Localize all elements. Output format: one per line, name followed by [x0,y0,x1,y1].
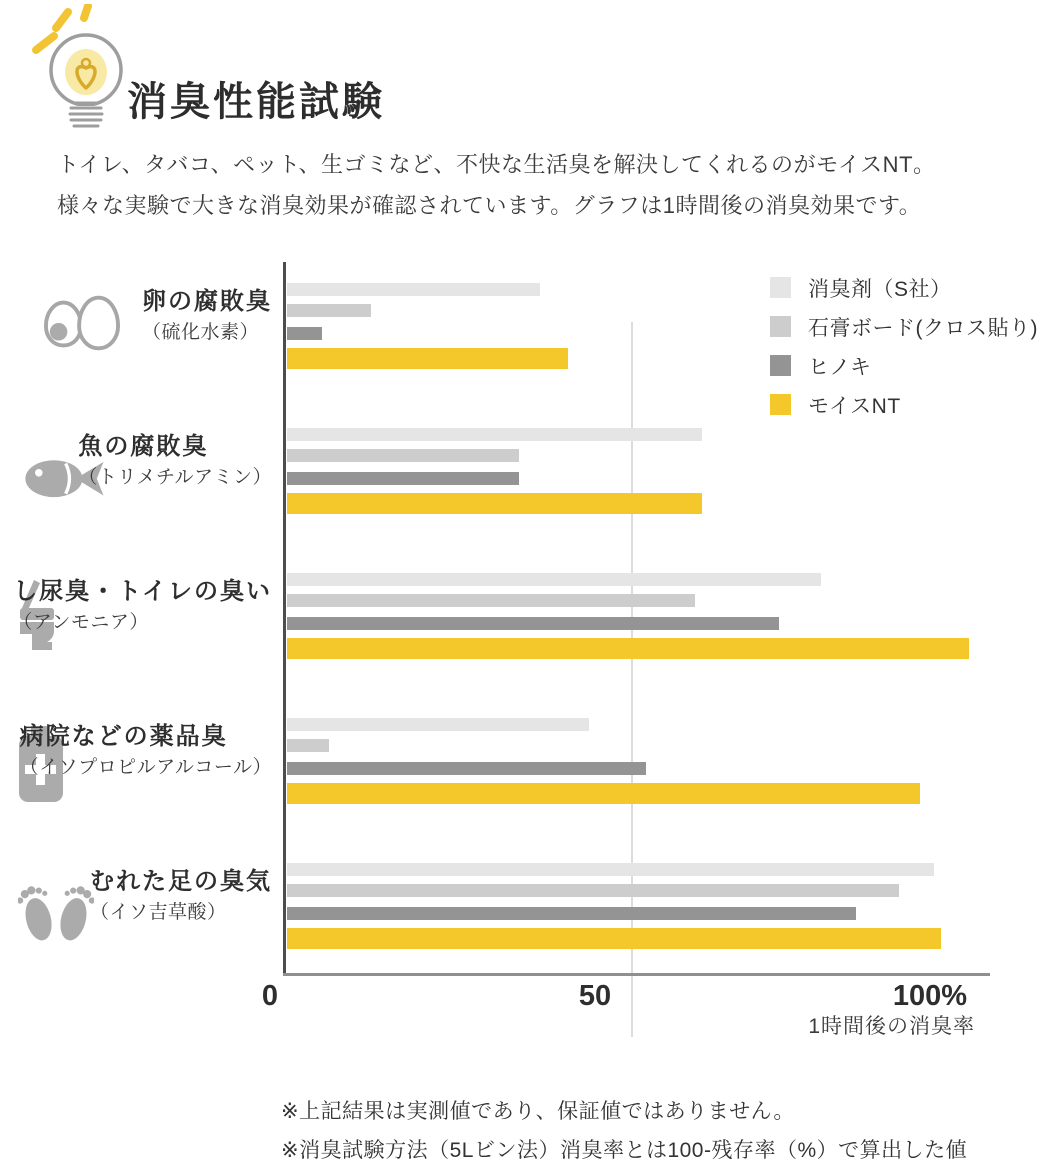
category-label [78,430,272,492]
page-title: 消臭性能試験 [127,80,385,124]
eggs-icon [43,294,121,352]
category-label [13,575,272,637]
bar-series0-cat2 [287,573,821,586]
bar-series1-cat1 [287,449,519,462]
bar-series2-cat1 [287,472,519,485]
bar-series0-cat1 [287,428,702,441]
bar-series1-cat3 [287,739,329,752]
category-name: むれた足の臭気 [90,868,272,895]
legend-label: ヒノキ [808,355,872,379]
lightbulb-icon [24,4,136,138]
bar-series0-cat3 [287,718,589,731]
legend-swatch [770,316,791,337]
bar-series2-cat4 [287,907,856,920]
footnote-line-1: ※上記結果は実測値であり、保証値ではありません。 [281,1100,795,1123]
bar-series3-cat0 [287,348,568,369]
x-axis-label: 1時間後の消臭率 [808,1015,975,1038]
legend-item [770,355,1038,379]
legend-label: 消臭剤（S社） [808,277,952,301]
bar-series3-cat3 [287,783,920,804]
category-chemical: （トリメチルアミン） [78,467,272,488]
description-line-2: 様々な実験で大きな消臭効果が確認されています。グラフは1時間後の消臭効果です。 [57,193,922,218]
x-tick-0: 0 [261,980,279,1012]
category-label [90,865,272,927]
bar-series2-cat3 [287,762,646,775]
category-name: 卵の腐敗臭 [142,288,272,315]
bar-series3-cat2 [287,638,969,659]
category-name: 魚の腐敗臭 [78,433,209,460]
category-label [142,285,272,347]
x-tick-100: 100% [892,980,968,1012]
page-description [57,144,936,226]
category-name: し尿臭・トイレの臭い [13,578,272,605]
bar-series3-cat4 [287,928,941,949]
legend-swatch [770,394,791,415]
category-name: 病院などの薬品臭 [19,723,228,750]
legend-label: モイスNT [808,394,901,418]
category-chemical: （アンモニア） [13,612,149,633]
description-line-1: トイレ、タバコ、ペット、生ゴミなど、不快な生活臭を解決してくれるのがモイスNT。 [57,152,936,177]
chart-legend [770,277,1038,433]
category-chemical: （イソプロピルアルコール） [19,757,272,778]
x-axis-line [283,973,990,976]
bar-series0-cat4 [287,863,934,876]
legend-item [770,277,1038,301]
legend-item [770,316,1038,340]
category-chemical: （硫化水素） [142,322,260,343]
bar-series1-cat0 [287,304,371,317]
bar-series2-cat2 [287,617,779,630]
bar-series1-cat2 [287,594,695,607]
x-tick-50: 50 [578,980,612,1012]
y-axis-line [283,262,286,976]
bar-series0-cat0 [287,283,540,296]
bar-series2-cat0 [287,327,322,340]
legend-label: 石膏ボード(クロス貼り) [808,316,1038,340]
legend-item [770,394,1038,418]
footnotes [281,1092,967,1167]
category-chemical: （イソ吉草酸） [90,902,227,923]
footnote-line-2: ※消臭試験方法（5Lビン法）消臭率とは100-残存率（%）で算出した値 [281,1139,968,1162]
category-label [20,720,272,782]
bar-series1-cat4 [287,884,899,897]
feet-icon [18,874,94,946]
bar-series3-cat1 [287,493,702,514]
legend-swatch [770,355,791,376]
legend-swatch [770,277,791,298]
